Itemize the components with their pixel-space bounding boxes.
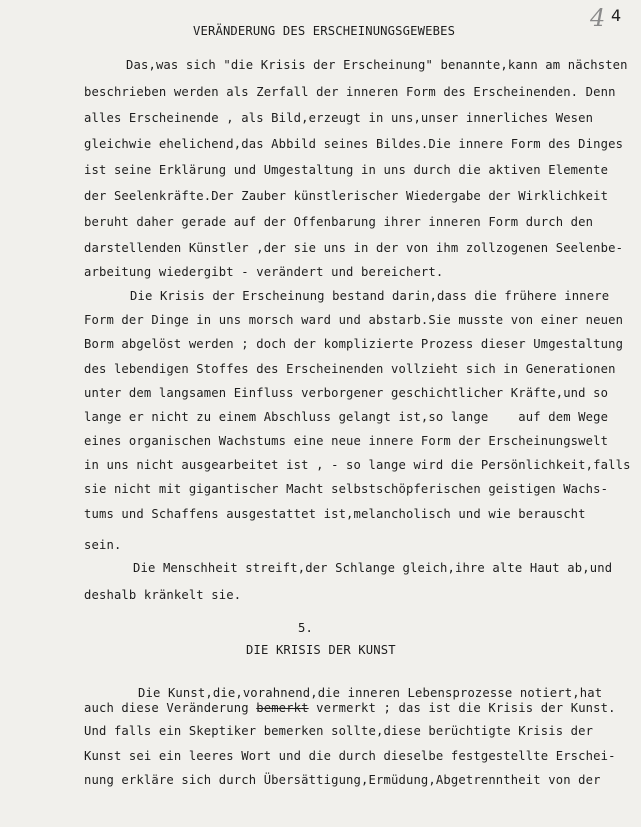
text-line: deshalb kränkelt sie. (84, 588, 242, 602)
text-line: tums und Schaffens ausgestattet ist,melancholisch und wie berauscht (84, 507, 586, 521)
text-line: Borm abgelöst werden ; doch der komplizierte Prozess dieser Umgestaltung (84, 337, 624, 351)
text-line: alles Erscheinende , als Bild,erzeugt in uns,unser innerliches Wesen (84, 111, 594, 125)
text-line: in uns nicht ausgearbeitet ist , - so lange wird die Persönlichkeit,falls (84, 458, 631, 472)
page-heading: VERÄNDERUNG DES ERSCHEINUNGSGEWEBES (193, 24, 456, 38)
text-line: lange er nicht zu einem Abschluss gelangt ist,so lange auf dem Wege (84, 410, 609, 424)
struck-word: bemerkt (256, 701, 309, 715)
pencil-annotation: 4 (590, 4, 606, 32)
section-number: 5. (298, 621, 313, 635)
text-segment: vermerkt ; das ist die Krisis der Kunst. (308, 701, 616, 715)
text-line: beruht daher gerade auf der Offenbarung ihrer inneren Form durch den (84, 215, 594, 229)
text-line: Kunst sei ein leeres Wort und die durch dieselbe festgestellte Erschei- (84, 749, 616, 763)
text-line: eines organischen Wachstums eine neue innere Form der Erscheinungswelt (84, 434, 609, 448)
text-line: nung erkläre sich durch Übersättigung,Ermüdung,Abgetrenntheit von der (84, 773, 601, 787)
text-line: Das,was sich "die Krisis der Erscheinung" benannte,kann am nächsten (126, 58, 628, 72)
text-line: sein. (84, 538, 122, 552)
text-line: des lebendigen Stoffes des Erscheinenden vollzieht sich in Generationen (84, 362, 616, 376)
text-line: sie nicht mit gigantischer Macht selbstschöpferischen geistigen Wachs- (84, 482, 609, 496)
text-line: der Seelenkräfte.Der Zauber künstlerischer Wiedergabe der Wirklichkeit (84, 189, 609, 203)
text-segment: auch diese Veränderung (84, 701, 257, 715)
text-line: unter dem langsamen Einfluss verborgener geschichtlicher Kräfte,und so (84, 386, 609, 400)
text-line: Und falls ein Skeptiker bemerken sollte,diese berüchtigte Krisis der (84, 724, 594, 738)
section-title: DIE KRISIS DER KUNST (246, 643, 396, 657)
text-line: Die Krisis der Erscheinung bestand darin,dass die frühere innere (130, 289, 610, 303)
text-line: darstellenden Künstler ,der sie uns in der von ihm zollzogenen Seelenbe- (84, 241, 624, 255)
text-line: Die Menschheit streift,der Schlange gleich,ihre alte Haut ab,und (133, 561, 613, 575)
text-line: ist seine Erklärung und Umgestaltung in uns durch die aktiven Elemente (84, 163, 609, 177)
text-line: gleichwie ehelichend,das Abbild seines Bildes.Die innere Form des Dinges (84, 137, 624, 151)
text-line: beschrieben werden als Zerfall der inneren Form des Erscheinenden. Denn (84, 85, 616, 99)
text-line: arbeitung wiedergibt - verändert und bereichert. (84, 265, 444, 279)
text-line-with-correction (84, 701, 616, 715)
text-line: Form der Dinge in uns morsch ward und abstarb.Sie musste von einer neuen (84, 313, 624, 327)
page-number: 4 (611, 6, 622, 25)
text-line: Die Kunst,die,vorahnend,die inneren Lebensprozesse notiert,hat (138, 686, 603, 700)
